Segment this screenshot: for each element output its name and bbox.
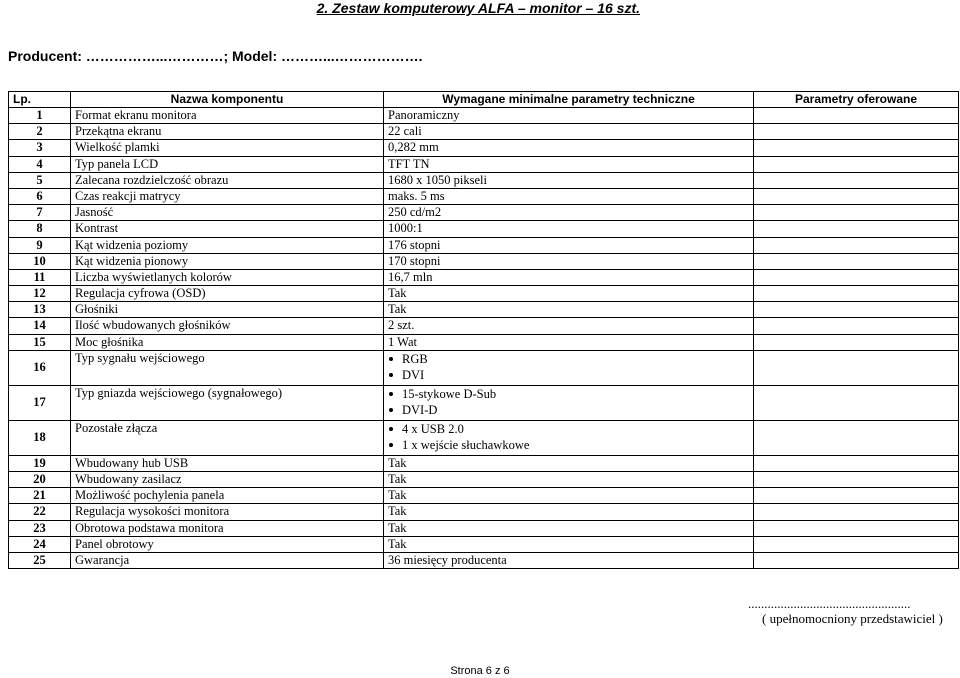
row-number: 2 (9, 124, 71, 140)
bullet-list (388, 351, 749, 383)
row-number: 19 (9, 455, 71, 471)
table-row (9, 420, 959, 455)
offered-value-cell (754, 188, 959, 204)
row-number: 7 (9, 205, 71, 221)
table-row (9, 488, 959, 504)
row-number: 14 (9, 318, 71, 334)
component-name: Zalecana rozdzielczość obrazu (71, 172, 384, 188)
table-row (9, 350, 959, 385)
component-name: Panel obrotowy (71, 536, 384, 552)
row-number: 21 (9, 488, 71, 504)
bullet-item: DVI (388, 367, 749, 383)
component-name: Gwarancja (71, 552, 384, 568)
component-name: Obrotowa podstawa monitora (71, 520, 384, 536)
required-value: 170 stopni (384, 253, 754, 269)
offered-value-cell (754, 253, 959, 269)
row-number: 23 (9, 520, 71, 536)
table-row (9, 334, 959, 350)
component-name: Regulacja wysokości monitora (71, 504, 384, 520)
bullet-list (388, 421, 749, 453)
table-row (9, 520, 959, 536)
component-name: Regulacja cyfrowa (OSD) (71, 286, 384, 302)
required-value: 22 cali (384, 124, 754, 140)
offered-value-cell (754, 302, 959, 318)
row-number: 10 (9, 253, 71, 269)
required-value: Tak (384, 472, 754, 488)
component-name: Jasność (71, 205, 384, 221)
required-value: 16,7 mln (384, 269, 754, 285)
component-name: Wbudowany zasilacz (71, 472, 384, 488)
offered-value-cell (754, 504, 959, 520)
row-number: 20 (9, 472, 71, 488)
bullet-item: RGB (388, 351, 749, 367)
offered-value-cell (754, 124, 959, 140)
row-number: 12 (9, 286, 71, 302)
required-value: Tak (384, 520, 754, 536)
header-lp: Lp. (9, 92, 71, 108)
offered-value-cell (754, 318, 959, 334)
offered-value-cell (754, 221, 959, 237)
row-number: 17 (9, 385, 71, 420)
required-value-list (384, 420, 754, 455)
row-number: 4 (9, 156, 71, 172)
row-number: 22 (9, 504, 71, 520)
required-value: 176 stopni (384, 237, 754, 253)
required-value: Panoramiczny (384, 108, 754, 124)
row-number: 18 (9, 420, 71, 455)
row-number: 11 (9, 269, 71, 285)
table-row (9, 237, 959, 253)
required-value: Tak (384, 536, 754, 552)
required-value: 250 cd/m2 (384, 205, 754, 221)
table-row (9, 455, 959, 471)
table-row (9, 140, 959, 156)
component-name: Możliwość pochylenia panela (71, 488, 384, 504)
component-name: Czas reakcji matrycy (71, 188, 384, 204)
offered-value-cell (754, 269, 959, 285)
offered-value-cell (754, 488, 959, 504)
bullet-item: DVI-D (388, 402, 749, 418)
required-value: 36 miesięcy producenta (384, 552, 754, 568)
required-value: Tak (384, 504, 754, 520)
component-name: Kąt widzenia poziomy (71, 237, 384, 253)
required-value: 1 Wat (384, 334, 754, 350)
row-number: 6 (9, 188, 71, 204)
table-row (9, 318, 959, 334)
offered-value-cell (754, 108, 959, 124)
offered-value-cell (754, 536, 959, 552)
component-name: Wbudowany hub USB (71, 455, 384, 471)
offered-value-cell (754, 455, 959, 471)
table-row (9, 253, 959, 269)
table-row (9, 536, 959, 552)
component-name: Typ panela LCD (71, 156, 384, 172)
offered-value-cell (754, 172, 959, 188)
row-number: 25 (9, 552, 71, 568)
required-value: 0,282 mm (384, 140, 754, 156)
table-row (9, 302, 959, 318)
component-name: Wielkość plamki (71, 140, 384, 156)
required-value: Tak (384, 286, 754, 302)
header-offered-params: Parametry oferowane (754, 92, 959, 108)
table-row (9, 108, 959, 124)
table-header-row (9, 92, 959, 108)
spec-table (8, 91, 959, 569)
producer-model-line: Producent: ……………...…………; Model: ………...………………. (8, 48, 423, 64)
offered-value-cell (754, 350, 959, 385)
offered-value-cell (754, 237, 959, 253)
component-name: Typ sygnału wejściowego (71, 350, 384, 385)
offered-value-cell (754, 156, 959, 172)
offered-value-cell (754, 385, 959, 420)
table-row (9, 269, 959, 285)
offered-value-cell (754, 472, 959, 488)
row-number: 8 (9, 221, 71, 237)
required-value: 1680 x 1050 pikseli (384, 172, 754, 188)
component-name: Przekątna ekranu (71, 124, 384, 140)
row-number: 9 (9, 237, 71, 253)
page-footer: Strona 6 z 6 (450, 665, 510, 677)
table-row (9, 188, 959, 204)
table-row (9, 172, 959, 188)
table-row (9, 156, 959, 172)
row-number: 13 (9, 302, 71, 318)
component-name: Kąt widzenia pionowy (71, 253, 384, 269)
table-row (9, 472, 959, 488)
offered-value-cell (754, 334, 959, 350)
required-value: Tak (384, 488, 754, 504)
offered-value-cell (754, 286, 959, 302)
row-number: 24 (9, 536, 71, 552)
row-number: 1 (9, 108, 71, 124)
required-value: maks. 5 ms (384, 188, 754, 204)
table-row (9, 124, 959, 140)
signature-line: .................................................. (748, 596, 911, 611)
offered-value-cell (754, 140, 959, 156)
bullet-list (388, 386, 749, 418)
required-value-list (384, 385, 754, 420)
required-value-list (384, 350, 754, 385)
table-row (9, 221, 959, 237)
table-row (9, 552, 959, 568)
component-name: Pozostałe złącza (71, 420, 384, 455)
row-number: 16 (9, 350, 71, 385)
offered-value-cell (754, 552, 959, 568)
table-row (9, 286, 959, 302)
bullet-item: 15-stykowe D-Sub (388, 386, 749, 402)
required-value: Tak (384, 302, 754, 318)
component-name: Głośniki (71, 302, 384, 318)
row-number: 15 (9, 334, 71, 350)
component-name: Format ekranu monitora (71, 108, 384, 124)
table-row (9, 385, 959, 420)
header-component-name: Nazwa komponentu (71, 92, 384, 108)
component-name: Moc głośnika (71, 334, 384, 350)
required-value: Tak (384, 455, 754, 471)
component-name: Liczba wyświetlanych kolorów (71, 269, 384, 285)
offered-value-cell (754, 520, 959, 536)
table-row (9, 205, 959, 221)
component-name: Typ gniazda wejściowego (sygnałowego) (71, 385, 384, 420)
required-value: 2 szt. (384, 318, 754, 334)
header-required-params: Wymagane minimalne parametry techniczne (384, 92, 754, 108)
component-name: Ilość wbudowanych głośników (71, 318, 384, 334)
required-value: 1000:1 (384, 221, 754, 237)
table-row (9, 504, 959, 520)
offered-value-cell (754, 205, 959, 221)
offered-value-cell (754, 420, 959, 455)
signature-label: ( upełnomocniony przedstawiciel ) (762, 611, 943, 626)
bullet-item: 4 x USB 2.0 (388, 421, 749, 437)
row-number: 5 (9, 172, 71, 188)
component-name: Kontrast (71, 221, 384, 237)
row-number: 3 (9, 140, 71, 156)
bullet-item: 1 x wejście słuchawkowe (388, 437, 749, 453)
required-value: TFT TN (384, 156, 754, 172)
document-title: 2. Zestaw komputerowy ALFA – monitor – 16 szt. (316, 0, 640, 16)
